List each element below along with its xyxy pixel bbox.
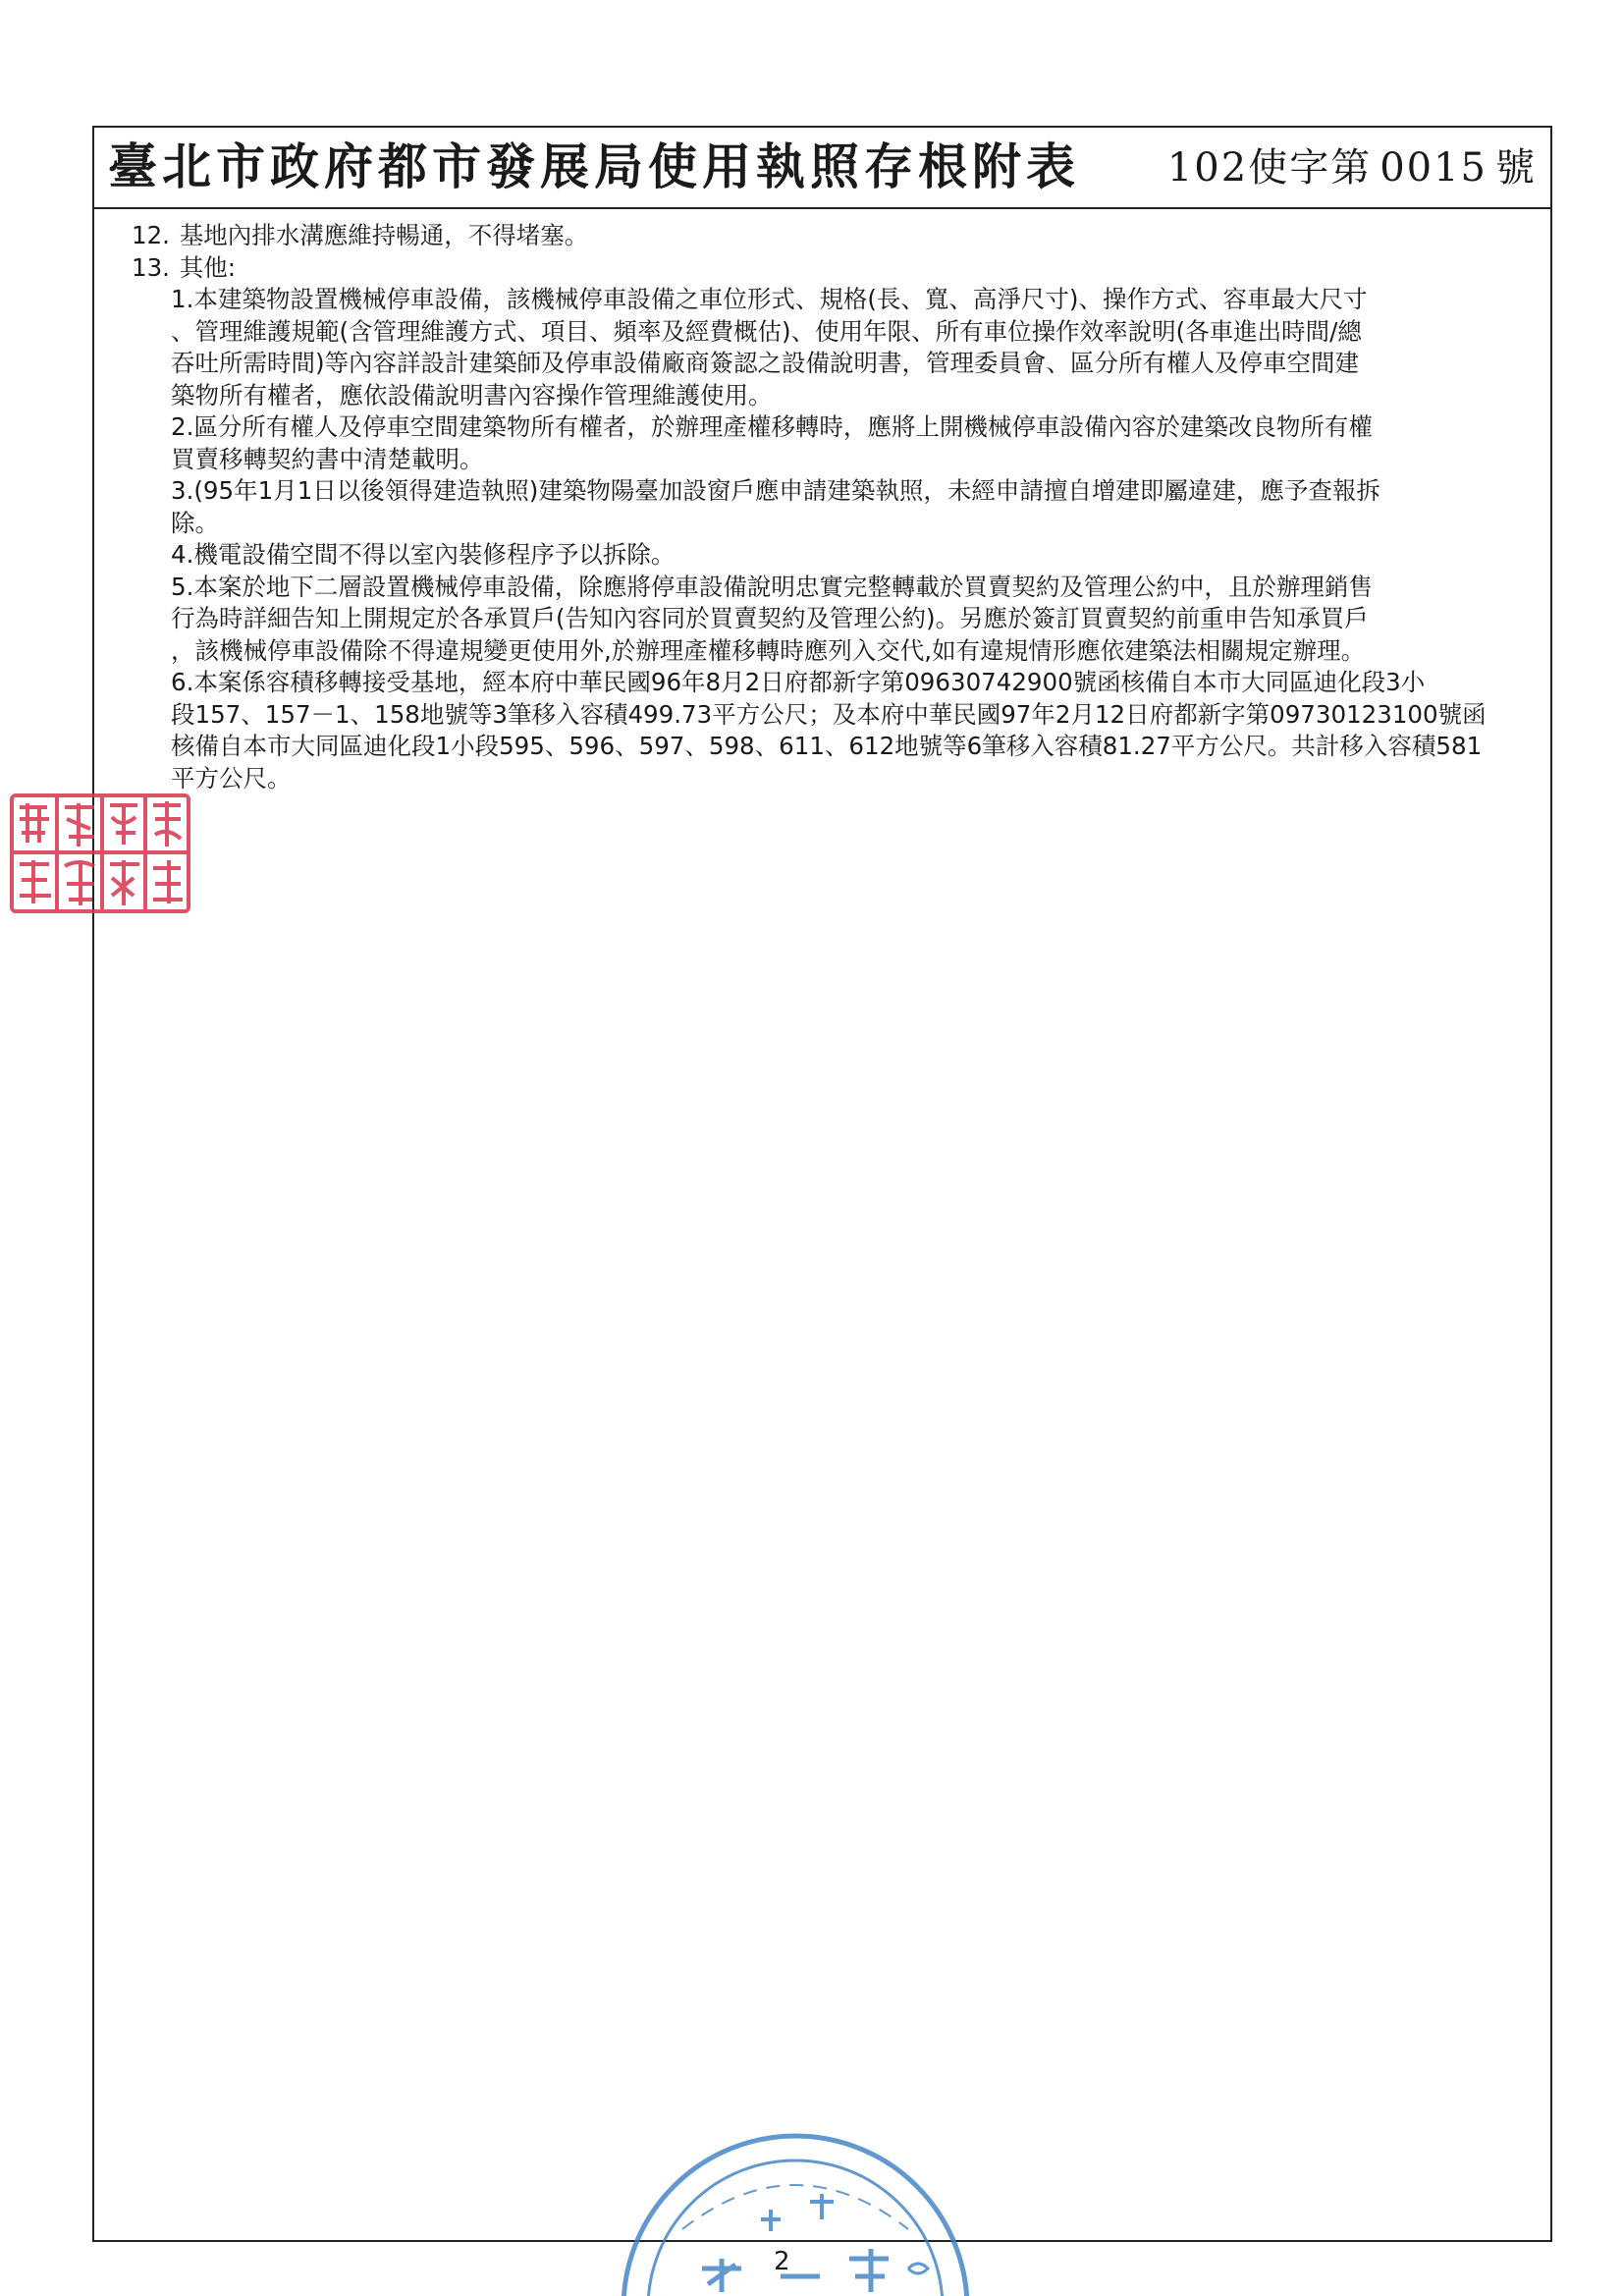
sub-item-4 xyxy=(132,539,1521,572)
paragraph-line: 6.本案係容積移轉接受基地，經本府中華民國96年8月2日府都新字第09630742900號函核備自本市大同區迪化段3小 xyxy=(171,668,1426,696)
red-seal-stamp xyxy=(8,790,194,917)
sub-item-3 xyxy=(132,475,1521,539)
item-number: 12. xyxy=(132,221,170,249)
document-title: 臺北市政府都市發展局使用執照存根附表 xyxy=(108,137,1080,195)
permit-number-suffix: 號 xyxy=(1495,145,1537,191)
permit-number xyxy=(1167,143,1537,192)
paragraph-line: 平方公尺。 xyxy=(171,763,292,793)
permit-number-value: 0015 xyxy=(1380,145,1488,191)
paragraph-line: 4.機電設備空間不得以室內裝修程序予以拆除。 xyxy=(171,540,676,569)
sub-item-6 xyxy=(132,667,1521,794)
paragraph-line: 5.本案於地下二層設置機械停車設備，除應將停車設備說明忠實完整轉載於買賣契約及管理公約中，且於辦理銷售 xyxy=(171,572,1373,601)
paragraph-line: 2.區分所有權人及停車空間建築物所有權者，於辦理產權移轉時，應將上開機械停車設備內容於建築改良物所有權 xyxy=(171,412,1373,441)
paragraph-line: 段157、157－1、158地號等3筆移入容積499.73平方公尺；及本府中華民國97年2月12日府都新字第09730123100號函 xyxy=(171,699,1487,729)
permit-number-prefix: 102使字第 xyxy=(1166,145,1373,191)
paragraph-line: 買賣移轉契約書中清楚載明。 xyxy=(171,444,484,473)
paragraph-line: 吞吐所需時間)等內容詳設計建築師及停車設備廠商簽認之設備說明書，管理委員會、區分所有權人及停車空間建 xyxy=(171,349,1360,377)
sub-item-1 xyxy=(132,284,1521,411)
blue-round-stamp xyxy=(614,2111,977,2296)
paragraph-line: 核備自本市大同區迪化段1小段595、596、597、598、611、612地號等6筆移入容積81.27平方公尺。共計移入容積581 xyxy=(171,732,1483,760)
sub-item-2 xyxy=(132,411,1521,475)
list-item-12 xyxy=(132,220,1521,252)
document-body xyxy=(132,220,1521,794)
paragraph-line: 行為時詳細告知上開規定於各承買戶(告知內容同於買賣契約及管理公約)。另應於簽訂買賣契約前重申告知承買戶 xyxy=(171,604,1369,632)
page-number: 2 xyxy=(774,2247,790,2276)
item-text: 基地內排水溝應維持暢通，不得堵塞。 xyxy=(179,221,589,249)
paragraph-line: 1.本建築物設置機械停車設備，該機械停車設備之車位形式、規格(長、寬、高淨尺寸)、操作方式、容車最大尺寸 xyxy=(171,285,1368,313)
sub-item-5 xyxy=(132,572,1521,668)
paragraph-line: 3.(95年1月1日以後領得建造執照)建築物陽臺加設窗戶應申請建築執照，未經申請擅自增建即屬違建，應予查報拆 xyxy=(171,476,1380,505)
document-frame xyxy=(92,126,1552,2242)
paragraph-line: 、管理維護規範(含管理維護方式、項目、頻率及經費概估)、使用年限、所有車位操作效率說明(各車進出時間/總 xyxy=(171,316,1362,346)
list-item-13 xyxy=(132,252,1521,285)
item-number: 13. xyxy=(132,252,170,282)
item-text: 其他: xyxy=(179,252,237,282)
paragraph-line: ，該機械停車設備除不得違規變更使用外,於辦理產權移轉時應列入交代,如有違規情形應依建築法相關規定辦理。 xyxy=(171,635,1366,665)
paragraph-line: 築物所有權者，應依設備說明書內容操作管理維護使用。 xyxy=(171,380,773,410)
document-header xyxy=(94,128,1550,209)
paragraph-line: 除。 xyxy=(171,508,219,537)
